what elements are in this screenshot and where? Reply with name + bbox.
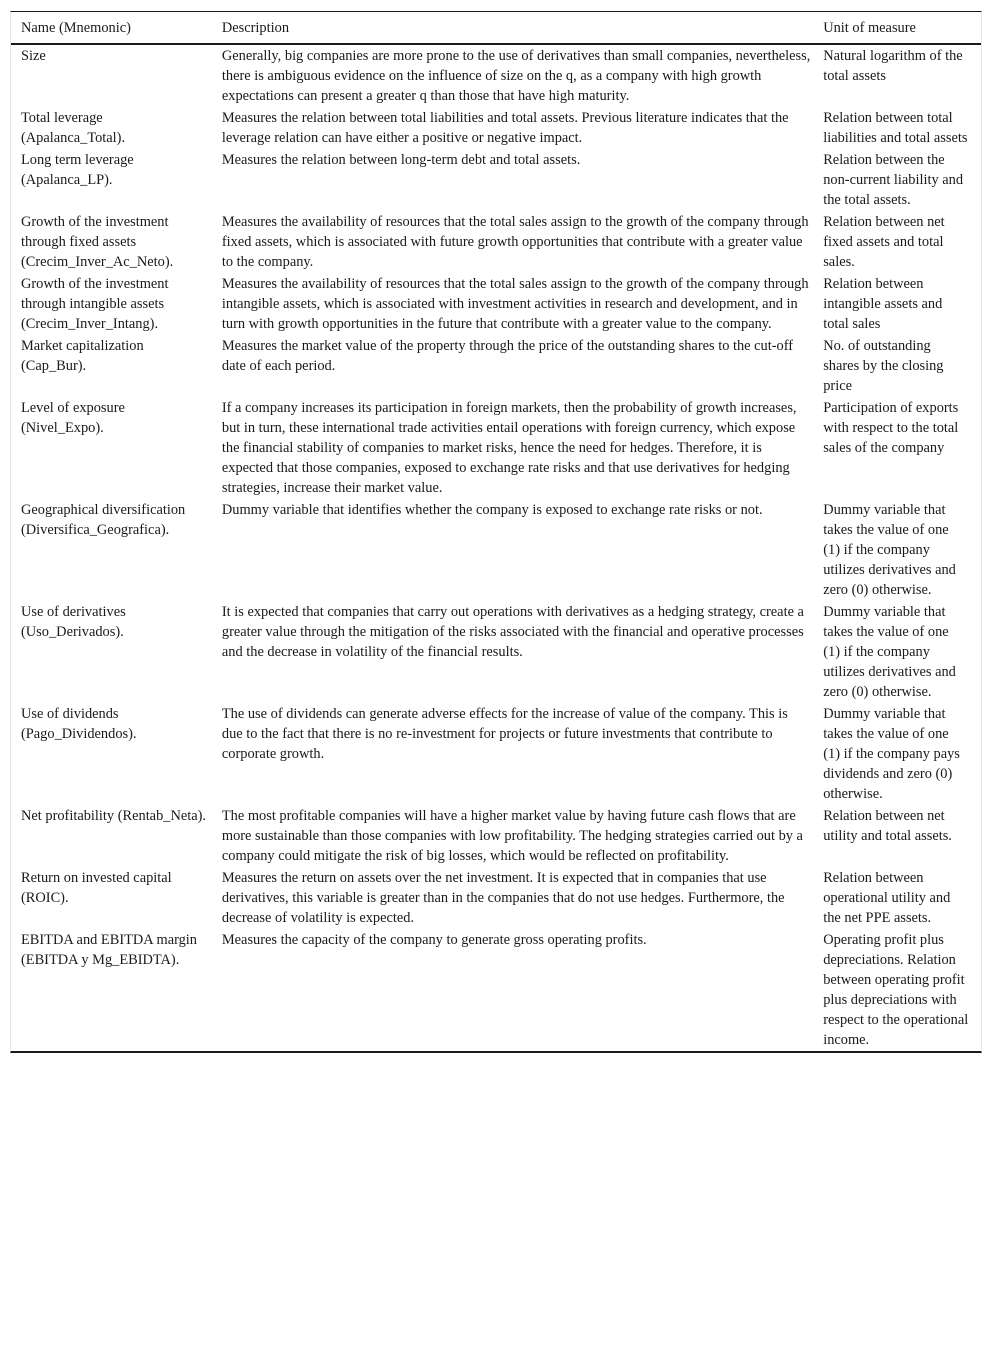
cell-description: Generally, big companies are more prone to the use of derivatives than small companies, nevertheless, there is ambiguous evidence on the influence of size on the q, as a company with high growth expectations can present a greater q than those that have high maturity. (221, 48, 811, 104)
cell-name: Level of exposure (Nivel_Expo). (21, 400, 125, 436)
cell-description: Measures the relation between long-term debt and total assets. (221, 152, 581, 168)
table-row (11, 149, 981, 211)
cell-name: Geographical diversification (Diversifica_Geografica). (21, 502, 186, 538)
cell-description: Measures the availability of resources that the total sales assign to the growth of the company through intangible assets, which is associated with investment activities in research and development, and in turn with growth opportunities in the future that contribute with a greater value to the company. (221, 276, 809, 332)
cell-description: Measures the return on assets over the net investment. It is expected that in companies that use derivatives, this variable is greater than in the companies that do not use hedges. Furthermore, the decrease of volatility is expected. (221, 870, 785, 926)
table-row (11, 703, 981, 805)
cell-name: Growth of the investment through fixed assets (Crecim_Inver_Ac_Neto). (21, 214, 174, 270)
cell-unit: Dummy variable that takes the value of one (1) if the company utilizes derivatives and zero (0) otherwise. (823, 502, 956, 598)
cell-name: Size (21, 48, 46, 64)
cell-name: Use of dividends (Pago_Dividendos). (21, 706, 137, 742)
cell-unit: Relation between net utility and total assets. (823, 808, 952, 844)
cell-name: Return on invested capital (ROIC). (21, 870, 172, 906)
header-row (11, 12, 981, 44)
table-row (11, 601, 981, 703)
table-row (11, 273, 981, 335)
cell-name: Long term leverage (Apalanca_LP). (21, 152, 134, 188)
cell-name: EBITDA and EBITDA margin (EBITDA y Mg_EBIDTA). (21, 932, 197, 968)
cell-description: Measures the capacity of the company to generate gross operating profits. (221, 932, 647, 948)
cell-description: Dummy variable that identifies whether the company is exposed to exchange rate risks or not. (221, 502, 763, 518)
table-row (11, 397, 981, 499)
table-row (11, 929, 981, 1051)
header-name: Name (Mnemonic) (11, 12, 222, 44)
cell-unit: Natural logarithm of the total assets (823, 48, 963, 84)
cell-name: Net profitability (Rentab_Neta). (21, 808, 207, 824)
cell-name: Use of derivatives (Uso_Derivados). (21, 604, 126, 640)
cell-unit: No. of outstanding shares by the closing price (823, 338, 944, 394)
table-row (11, 44, 981, 107)
cell-description: If a company increases its participation in foreign markets, then the probability of growth increases, but in turn, these international trade activities entail operations with foreign currency, which expose the financial stability of companies to market risks, hence the need for hedges. Therefore, it is expected that those companies, exposed to exchange rate risks and that use derivatives for hedging strategies, increase their market value. (221, 400, 797, 496)
cell-description: The most profitable companies will have a higher market value by having future cash flows that are more sustainable than those companies with low profitability. The hedging strategies carried out by a company could mitigate the risk of big losses, which would be reflected on profitability. (221, 808, 803, 864)
header-description: Description (222, 12, 823, 44)
cell-description: The use of dividends can generate adverse effects for the increase of value of the company. This is due to the fact that there is no re-investment for projects or future investments that contribute to corporate growth. (221, 706, 788, 762)
cell-unit: Relation between the non-current liability and the total assets. (823, 152, 964, 208)
cell-unit: Relation between intangible assets and total sales (823, 276, 943, 332)
cell-name: Market capitalization (Cap_Bur). (21, 338, 144, 374)
cell-unit: Relation between net fixed assets and total sales. (823, 214, 945, 270)
cell-unit: Operating profit plus depreciations. Relation between operating profit plus depreciations with respect to the operational income. (823, 932, 969, 1048)
cell-unit: Relation between operational utility and the net PPE assets. (823, 870, 951, 926)
cell-unit: Relation between total liabilities and total assets (823, 110, 968, 146)
cell-description: Measures the market value of the property through the price of the outstanding shares to the cut-off date of each period. (221, 338, 794, 374)
table-row (11, 867, 981, 929)
variables-table (11, 12, 981, 1051)
table-row (11, 211, 981, 273)
table-row (11, 499, 981, 601)
cell-description: It is expected that companies that carry out operations with derivatives as a hedging strategy, create a greater value through the mitigation of the risks associated with the financial and operative processes and the decrease in volatility of the financial results. (221, 604, 804, 660)
cell-description: Measures the relation between total liabilities and total assets. Previous literature indicates that the leverage relation can have either a positive or negative impact. (221, 110, 789, 146)
table-body (11, 44, 981, 1051)
cell-unit: Dummy variable that takes the value of one (1) if the company pays dividends and zero (0) otherwise. (823, 706, 960, 802)
cell-name: Total leverage (Apalanca_Total). (21, 110, 126, 146)
table-row (11, 805, 981, 867)
cell-name: Growth of the investment through intangible assets (Crecim_Inver_Intang). (21, 276, 169, 332)
table-header (11, 12, 981, 44)
table-row (11, 107, 981, 149)
variables-table-container (10, 11, 982, 1053)
table-row (11, 335, 981, 397)
header-unit: Unit of measure (823, 12, 981, 44)
cell-unit: Dummy variable that takes the value of one (1) if the company utilizes derivatives and zero (0) otherwise. (823, 604, 956, 700)
cell-description: Measures the availability of resources that the total sales assign to the growth of the company through fixed assets, which is associated with future growth opportunities that contribute with a greater value to the company. (221, 214, 809, 270)
cell-unit: Participation of exports with respect to the total sales of the company (823, 400, 959, 456)
